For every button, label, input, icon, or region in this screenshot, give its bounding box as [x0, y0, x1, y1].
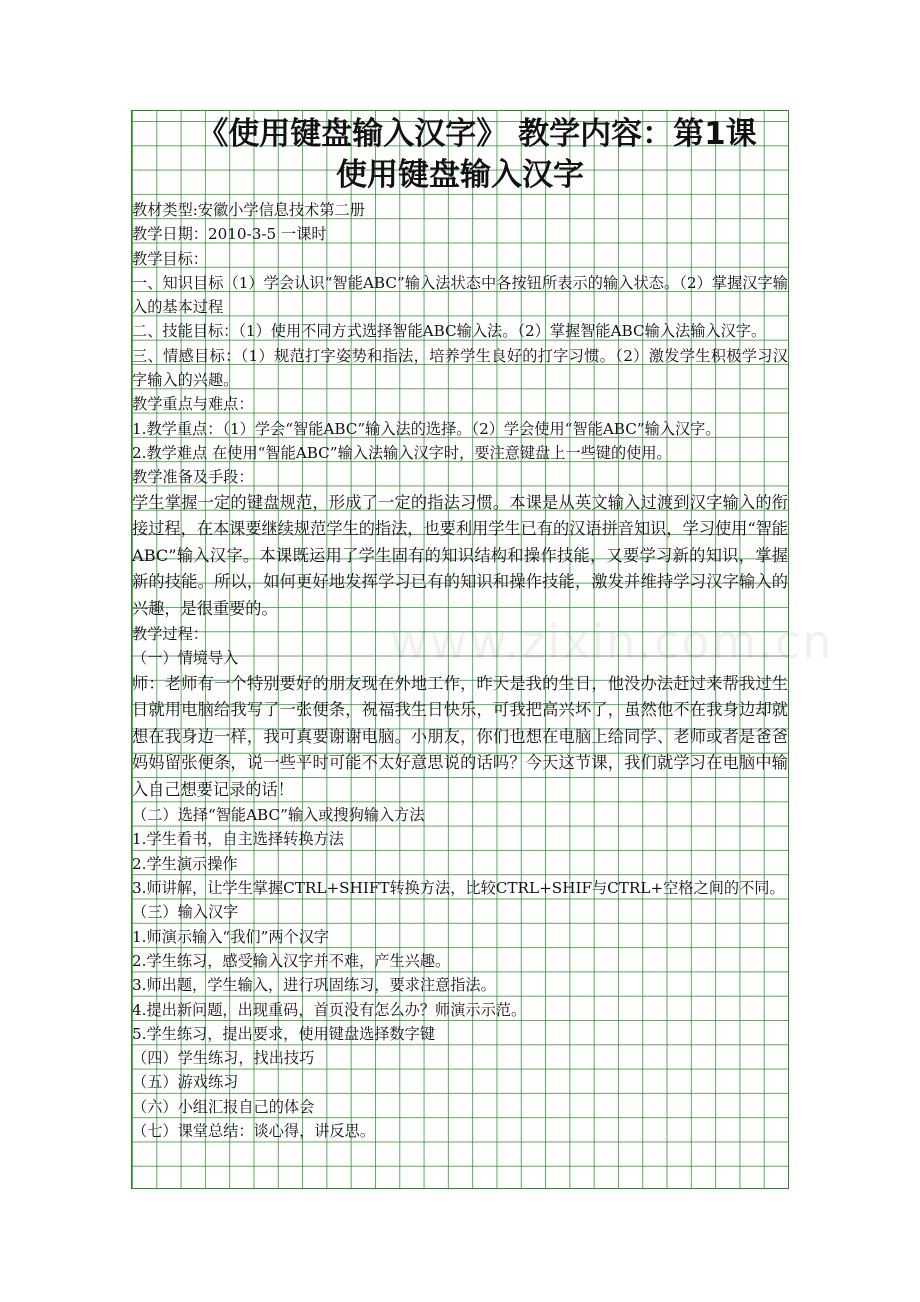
text-line: （五）游戏练习: [132, 1073, 239, 1092]
text-line: 5.学生练习，提出要求，使用键盘选择数字键: [132, 1024, 436, 1043]
text-line: （二）选择“智能ABC”输入或搜狗输入方法: [132, 806, 425, 825]
text-line: 二、技能目标：（1）使用不同方式选择智能ABC输入法。（2）掌握智能ABC输入法输入汉字。: [132, 322, 767, 341]
text-line: 4.提出新问题，出现重码，首页没有怎么办？师演示示范。: [132, 1000, 527, 1019]
text-line: 教材类型:安徽小学信息技术第二册: [132, 201, 365, 219]
paragraph-teacher: 师：老师有一个特别要好的朋友现在外地工作，昨天是我的生日，他没办法赶过来帮我过生日就用电脑给我写了一张便条，祝福我生日快乐，可我把高兴坏了，虽然他不在我身边却就想在我身边一样，我可真要谢谢电脑。小朋友，你们也想在电脑上给同学、老师或者是爸爸妈妈留张便条，说一些平时可能不太好意思说的话吗？今天这节课，我们就学习在电脑中输入自己想要记录的话！: [132, 673, 788, 799]
section-heading: （一）情境导入: [132, 649, 239, 668]
text-line: 教学日期：2010-3-5 一课时: [132, 225, 327, 244]
text-line: 三、情感目标：（1）规范打字姿势和指法，培养学生良好的打字习惯。（2）激发学生积极学习汉字输入的兴趣。: [132, 346, 788, 390]
text-line: 3.师讲解，让学生掌握CTRL+SHIFT转换方法，比较CTRL+SHIF与CTRL+空格之间的不同。: [132, 879, 785, 898]
text-line: （四）学生练习，找出技巧: [132, 1049, 315, 1068]
text-line: 教学目标：: [132, 249, 208, 268]
document-subtitle: 使用键盘输入汉字: [336, 157, 584, 193]
text-line: 一、知识目标（1）学会认识“智能ABC”输入法状态中各按钮所表示的输入状态。（2）掌握汉字输入的基本过程: [132, 273, 788, 317]
text-line: 教学准备及手段：: [132, 468, 254, 487]
text-line: （三）输入汉字: [132, 903, 239, 922]
text-line: 1.师演示输入“我们”两个汉字: [132, 927, 330, 946]
text-line: 2.教学难点 在使用“智能ABC”输入法输入汉字时，要注意键盘上一些键的使用。: [132, 443, 672, 462]
text-line: 1.教学重点：（1）学会“智能ABC”输入法的选择。（2）学会使用“智能ABC”输入汉字。: [132, 419, 721, 438]
text-line: （七）课堂总结：谈心得，讲反思。: [132, 1122, 375, 1141]
text-line: 教学重点与难点：: [132, 395, 254, 414]
document-body: [132, 112, 788, 1143]
document-title: 《使用键盘输入汉字》 教学内容：第1课: [197, 116, 757, 152]
text-line: 2.学生演示操作: [132, 854, 238, 873]
text-line: 教学过程：: [132, 625, 208, 644]
text-line: 2.学生练习，感受输入汉字并不难，产生兴趣。: [132, 951, 451, 970]
paragraph-prep: 学生掌握一定的键盘规范，形成了一定的指法习惯。本课是从英文输入过渡到汉字输入的衔接过程，在本课要继续规范学生的指法，也要利用学生已有的汉语拼音知识，学习使用“智能ABC”输入汉字。本课既运用了学生固有的知识结构和操作技能，又要学习新的知识，掌握新的技能。所以，如何更好地发挥学习已有的知识和操作技能，激发并维持学习汉字输入的兴趣，是很重要的。: [132, 492, 788, 618]
text-line: （六）小组汇报自己的体会: [132, 1097, 315, 1116]
text-line: 3.师出题，学生输入，进行巩固练习，要求注意指法。: [132, 976, 496, 995]
text-line: 1.学生看书，自主选择转换方法: [132, 830, 344, 849]
